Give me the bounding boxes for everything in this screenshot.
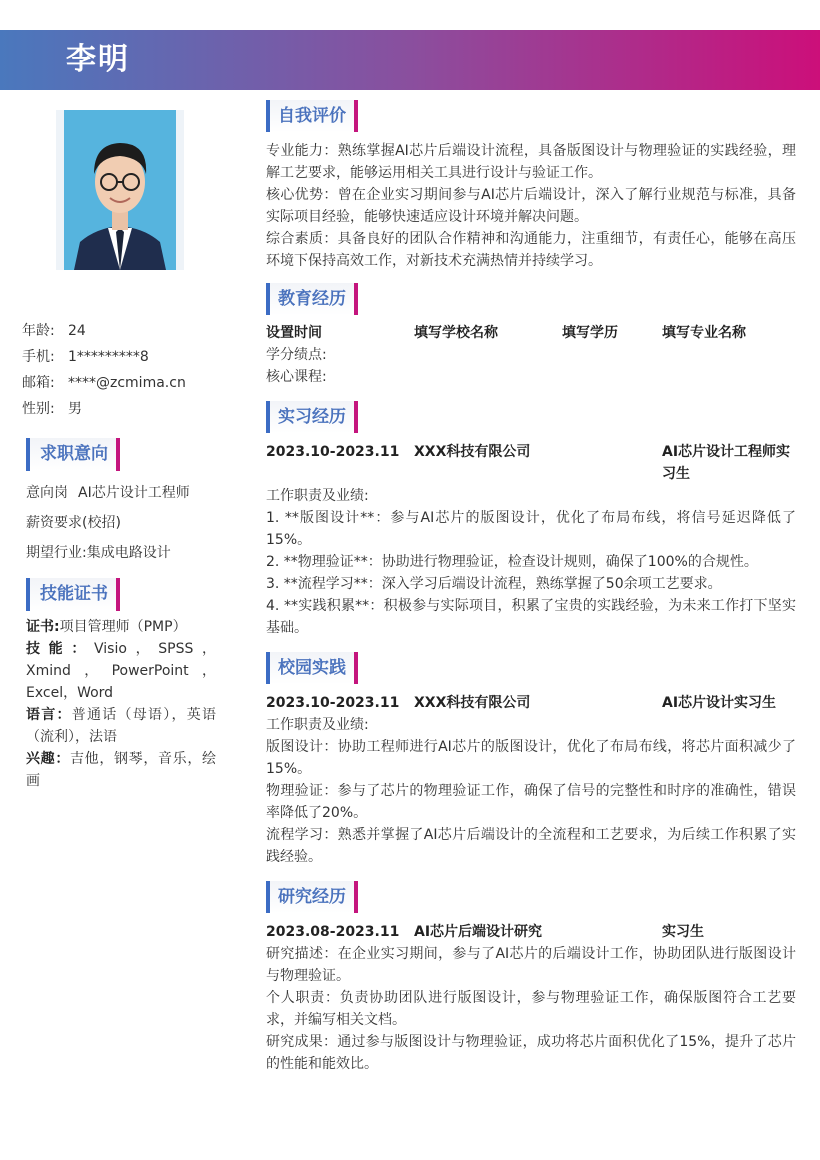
research-title-text: 研究经历: [278, 887, 346, 907]
campus-time: 2023.10-2023.11: [266, 695, 400, 711]
intent-industry-row: [26, 538, 226, 568]
internship-section: [266, 441, 796, 639]
skill-item-label: 语言：: [26, 707, 72, 723]
profile-photo: [56, 110, 184, 270]
education-section-title: [266, 283, 354, 315]
research-section: [266, 921, 796, 1075]
skill-item-value: Visio，SPSS，Xmind，PowerPoint，Excel，Word: [26, 641, 217, 701]
email-row: [22, 370, 222, 396]
intent-section-title: [26, 438, 116, 471]
campus-item: 流程学习：熟悉并掌握了AI芯片后端设计的全流程和工艺要求，为后续工作积累了实践经验。: [266, 827, 796, 865]
research-row: [266, 921, 796, 943]
sidebar: [0, 90, 230, 1160]
education-gpa: 学分绩点:: [266, 347, 327, 363]
gender-row: [22, 396, 222, 422]
campus-company: XXX科技有限公司: [414, 695, 531, 711]
self-eval-section: [266, 140, 796, 272]
intent-industry-value: 集成电路设计: [86, 545, 171, 561]
education-section: [266, 322, 796, 388]
self-eval-paragraph: 专业能力：熟练掌握AI芯片后端设计流程，具备版图设计与物理验证的实践经验，理解工艺要求，能够运用相关工具进行设计与验证工作。: [266, 143, 796, 181]
intent-salary-label: 薪资要求: [26, 515, 82, 531]
campus-row: [266, 692, 796, 714]
internship-company: XXX科技有限公司: [414, 444, 531, 460]
phone-label: 手机:: [22, 349, 55, 365]
skill-item: [26, 616, 216, 638]
main-content: [266, 90, 796, 1160]
intent-position-label: 意向岗: [26, 485, 68, 501]
campus-item: 版图设计：协助工程师进行AI芯片的版图设计，优化了布局布线，将芯片面积减少了15%。: [266, 739, 796, 777]
skills-section: [26, 616, 216, 792]
internship-section-title: [266, 401, 354, 433]
age-row: [22, 318, 222, 344]
education-title-text: 教育经历: [278, 289, 346, 309]
intent-title-text: 求职意向: [40, 444, 108, 464]
education-courses: 核心课程:: [266, 369, 327, 385]
campus-title-text: 校园实践: [278, 658, 346, 678]
age-label: 年龄:: [22, 323, 55, 339]
internship-row: [266, 441, 796, 485]
phone-value: 1*********8: [68, 349, 149, 365]
internship-duty-label: 工作职责及业绩:: [266, 488, 369, 504]
internship-item: 3. **流程学习**：深入学习后端设计流程，熟练掌握了50余项工艺要求。: [266, 576, 722, 592]
gender-label: 性别:: [22, 401, 55, 417]
intent-section: [26, 478, 226, 568]
internship-item: 2. **物理验证**：协助进行物理验证，检查设计规则，确保了100%的合规性。: [266, 554, 758, 570]
intent-position-row: [26, 478, 226, 508]
intent-industry-label: 期望行业:: [26, 545, 87, 561]
intent-salary-value: (校招): [82, 515, 121, 531]
research-role: 实习生: [662, 924, 704, 940]
skill-item-label: 技能：: [26, 641, 94, 657]
header-banner: [0, 30, 820, 90]
research-item: 个人职责：负责协助团队进行版图设计，参与物理验证工作，确保版图符合工艺要求，并编写相关文档。: [266, 990, 796, 1028]
campus-duty-label: 工作职责及业绩:: [266, 717, 369, 733]
skill-item: [26, 638, 216, 704]
skill-item-value: 项目管理师（PMP）: [59, 619, 187, 635]
profile-info: [22, 318, 222, 422]
phone-row: [22, 344, 222, 370]
self-eval-paragraph: 综合素质：具备良好的团队合作精神和沟通能力，注重细节，有责任心，能够在高压环境下保持高效工作，对新技术充满热情并持续学习。: [266, 231, 796, 269]
education-major: 填写专业名称: [662, 325, 746, 341]
research-project: AI芯片后端设计研究: [414, 924, 543, 940]
campus-item: 物理验证：参与了芯片的物理验证工作，确保了信号的完整性和时序的准确性，错误率降低了20%。: [266, 783, 796, 821]
research-item: 研究描述：在企业实习期间，参与了AI芯片的后端设计工作，协助团队进行版图设计与物理验证。: [266, 946, 796, 984]
portrait-illustration: [56, 110, 184, 270]
research-section-title: [266, 881, 354, 913]
education-school: 填写学校名称: [414, 325, 498, 341]
self-eval-paragraph: 核心优势：曾在企业实习期间参与AI芯片后端设计，深入了解行业规范与标准，具备实际项目经验，能够快速适应设计环境并解决问题。: [266, 187, 796, 225]
skill-item-value: 吉他，钢琴，音乐，绘画: [26, 751, 216, 789]
education-row: [266, 322, 796, 344]
gender-value: 男: [68, 401, 82, 417]
skills-title-text: 技能证书: [40, 584, 108, 604]
skill-item-label: 兴趣：: [26, 751, 70, 767]
skill-item: [26, 748, 216, 792]
internship-time: 2023.10-2023.11: [266, 444, 400, 460]
self-eval-title-text: 自我评价: [278, 106, 346, 126]
campus-role: AI芯片设计实习生: [662, 695, 777, 711]
education-degree: 填写学历: [562, 325, 618, 341]
internship-item: 1. **版图设计**：参与AI芯片的版图设计，优化了布局布线，将信号延迟降低了15%。: [266, 510, 796, 548]
education-time: 设置时间: [266, 325, 322, 341]
campus-section-title: [266, 652, 354, 684]
research-item: 研究成果：通过参与版图设计与物理验证，成功将芯片面积优化了15%，提升了芯片的性能和能效比。: [266, 1034, 796, 1072]
skill-item-value: 普通话（母语），英语（流利），法语: [26, 707, 216, 745]
internship-title-text: 实习经历: [278, 407, 346, 427]
campus-section: [266, 692, 796, 868]
email-value: ****@zcmima.cn: [68, 375, 186, 391]
candidate-name: 李明: [66, 42, 130, 77]
internship-item: 4. **实践积累**：积极参与实际项目，积累了宝贵的实践经验，为未来工作打下坚实基础。: [266, 598, 796, 636]
self-eval-section-title: [266, 100, 354, 132]
skills-section-title: [26, 578, 116, 611]
intent-position-value: AI芯片设计工程师: [78, 485, 190, 501]
email-label: 邮箱:: [22, 375, 55, 391]
skill-item-label: 证书:: [26, 619, 60, 635]
age-value: 24: [68, 323, 86, 339]
internship-role: AI芯片设计工程师实习生: [662, 444, 791, 482]
research-time: 2023.08-2023.11: [266, 924, 400, 940]
intent-salary-row: [26, 508, 226, 538]
skill-item: [26, 704, 216, 748]
